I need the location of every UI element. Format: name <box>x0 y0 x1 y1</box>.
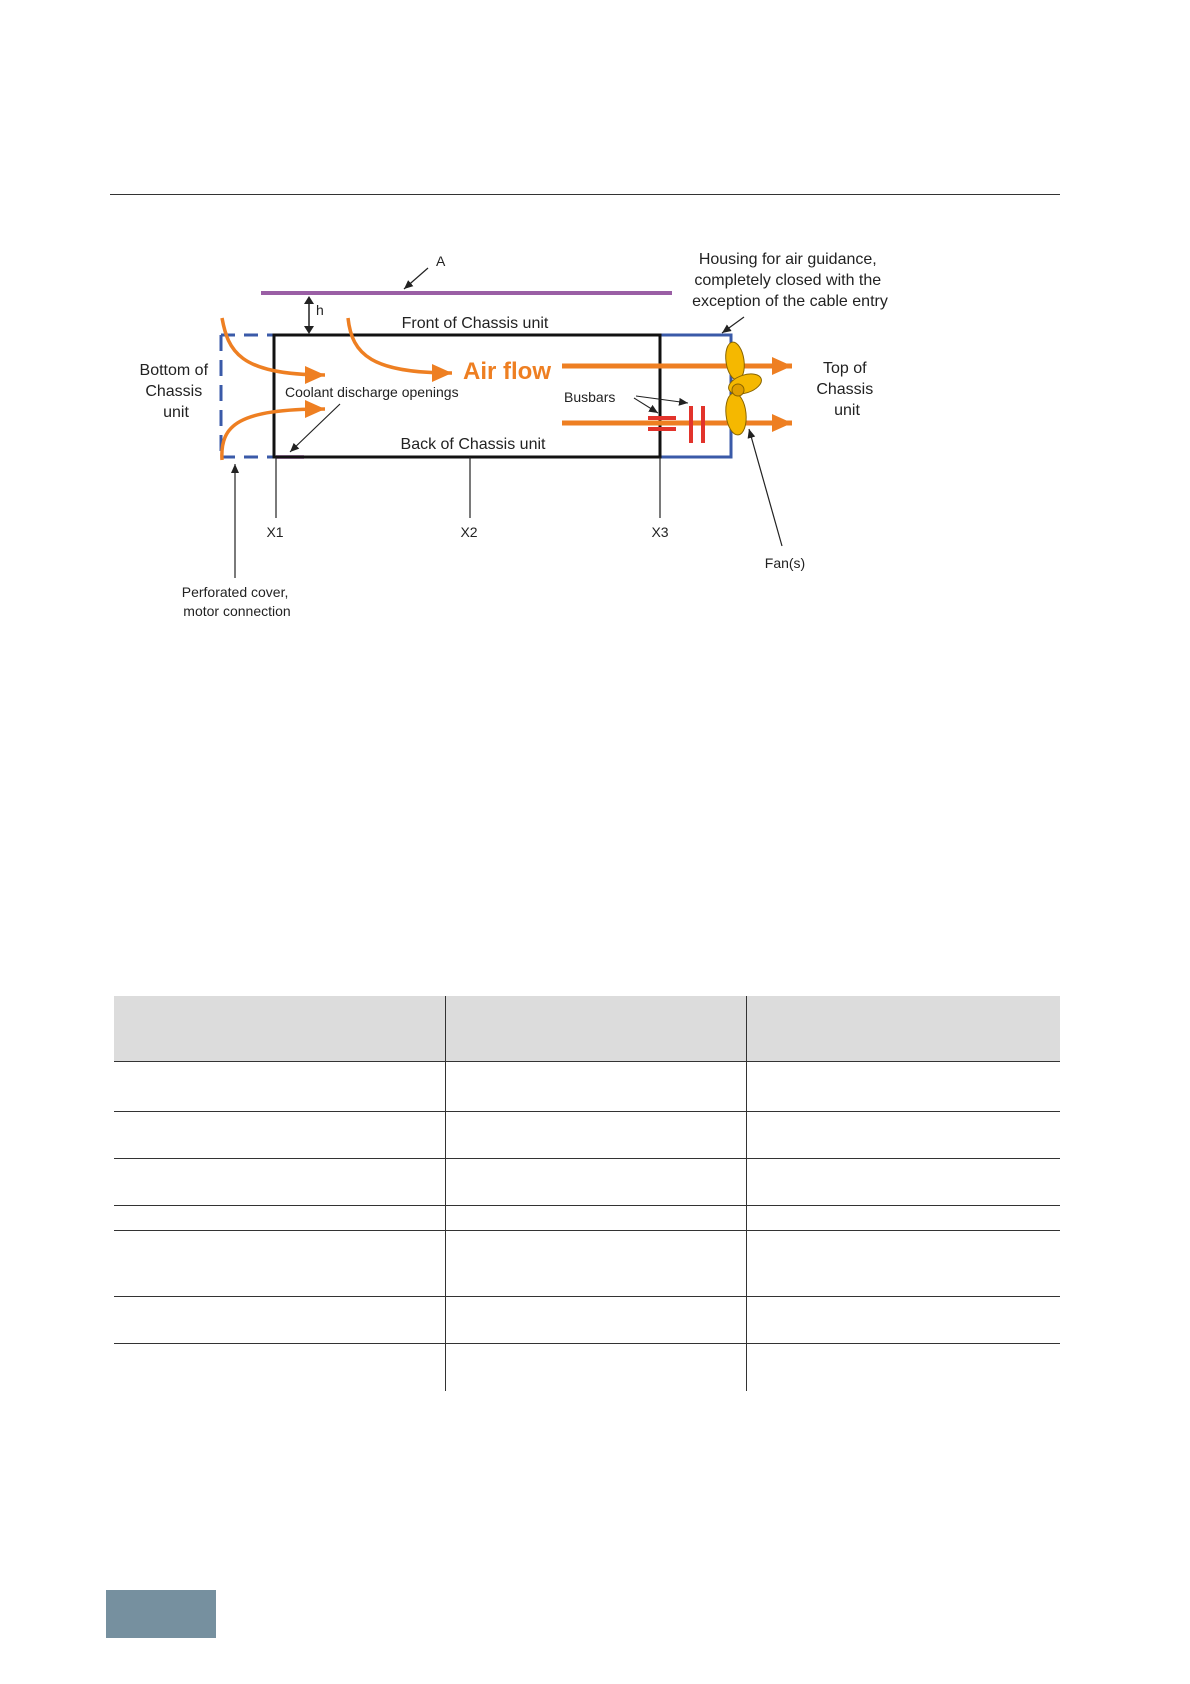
table-cell <box>746 1159 1060 1206</box>
right-housing <box>660 335 731 457</box>
bottom-of-chassis-label: Bottom of Chassis unit <box>139 362 209 421</box>
table-row <box>114 1297 1060 1344</box>
table-cell <box>114 1344 445 1391</box>
table-row <box>114 1112 1060 1159</box>
housing-label: Housing for air guidance, completely closed with the exception of the cable entry <box>692 251 888 310</box>
label-x2: X2 <box>460 524 478 540</box>
pointer-a <box>404 268 428 289</box>
busbars-label: Busbars <box>564 389 616 405</box>
table-cell <box>445 1297 746 1344</box>
page-number-tab <box>106 1590 216 1638</box>
table-header-cell <box>445 996 746 1062</box>
table-cell <box>746 1206 1060 1231</box>
back-of-chassis-label: Back of Chassis unit <box>400 436 546 453</box>
table-cell <box>114 1159 445 1206</box>
table-cell <box>746 1344 1060 1391</box>
table-cell <box>746 1231 1060 1297</box>
pointer-busbar-right <box>636 396 688 403</box>
table-cell <box>114 1231 445 1297</box>
airflow-diagram <box>0 0 1190 700</box>
table-row <box>114 1062 1060 1112</box>
table-row <box>114 1206 1060 1231</box>
table-cell <box>114 1112 445 1159</box>
top-of-chassis-label: Top of Chassis unit <box>816 360 874 419</box>
table-header-row <box>114 996 1060 1062</box>
label-a: A <box>436 253 446 269</box>
table-row <box>114 1344 1060 1391</box>
table-cell <box>445 1344 746 1391</box>
table-cell <box>445 1231 746 1297</box>
coolant-discharge-label: Coolant discharge openings <box>285 384 459 400</box>
table-cell <box>445 1112 746 1159</box>
table-cell <box>445 1159 746 1206</box>
front-of-chassis-label: Front of Chassis unit <box>401 315 549 332</box>
label-x3: X3 <box>651 524 669 540</box>
label-x1: X1 <box>266 524 284 540</box>
table-cell <box>746 1297 1060 1344</box>
table-cell <box>445 1062 746 1112</box>
table-cell <box>746 1062 1060 1112</box>
table-cell <box>746 1112 1060 1159</box>
perforated-cover-label: Perforated cover, motor connection <box>181 584 291 619</box>
table-row <box>114 1231 1060 1297</box>
table-header-cell <box>746 996 1060 1062</box>
air-flow-label: Air flow <box>463 358 551 385</box>
table-header-cell <box>114 996 445 1062</box>
table-cell <box>114 1206 445 1231</box>
table-cell <box>445 1206 746 1231</box>
spec-table <box>114 996 1060 1391</box>
table-cell <box>114 1062 445 1112</box>
table-row <box>114 1159 1060 1206</box>
pointer-housing <box>722 317 744 333</box>
pointer-fans <box>749 429 782 546</box>
label-h: h <box>316 302 324 318</box>
pointer-busbar-left <box>634 398 658 413</box>
table-cell <box>114 1297 445 1344</box>
fans-label: Fan(s) <box>764 555 806 571</box>
